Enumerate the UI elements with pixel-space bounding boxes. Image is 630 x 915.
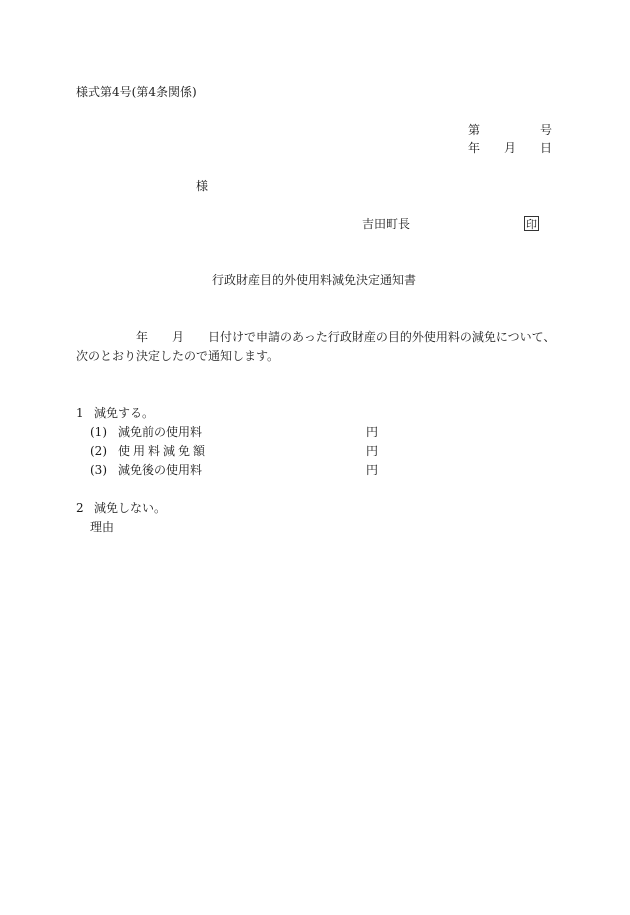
body-line2: 次のとおり決定したので通知します。	[76, 349, 280, 363]
body-year-label: 年	[136, 330, 149, 344]
issuer-name: 吉田町長	[362, 217, 411, 231]
document-title: 行政財産目的外使用料減免決定通知書	[212, 273, 417, 287]
section2-reason-label: 理由	[90, 520, 115, 534]
section1-item-1-num: (1)	[90, 425, 107, 439]
body-month-label: 月	[172, 330, 185, 344]
form-label: 様式第4号(第4条関係)	[76, 85, 197, 99]
date-day-label: 日	[540, 141, 553, 155]
recipient-suffix: 様	[196, 179, 209, 193]
section2-heading: 減免しない。	[94, 501, 167, 515]
body-line1: 日付けで申請のあった行政財産の目的外使用料の減免について、	[208, 330, 556, 344]
seal-mark: 印	[526, 218, 537, 231]
doc-number-suffix: 号	[540, 123, 553, 137]
section1-item-2-label: 使用料減免額	[118, 444, 209, 458]
section1-item-3-label: 減免後の使用料	[118, 463, 203, 477]
date-year-label: 年	[468, 141, 481, 155]
date-month-label: 月	[504, 141, 517, 155]
section1-heading: 減免する。	[94, 406, 155, 420]
doc-number-prefix: 第	[468, 123, 481, 137]
section2-number: 2	[76, 501, 84, 515]
section1-number: 1	[76, 406, 84, 420]
section1-item-1-label: 減免前の使用料	[118, 425, 203, 439]
section1-item-1-unit: 円	[366, 425, 379, 439]
section1-item-2-num: (2)	[90, 444, 107, 458]
section1-item-2-unit: 円	[366, 444, 379, 458]
section1-item-3-num: (3)	[90, 463, 107, 477]
section1-item-3-unit: 円	[366, 463, 379, 477]
